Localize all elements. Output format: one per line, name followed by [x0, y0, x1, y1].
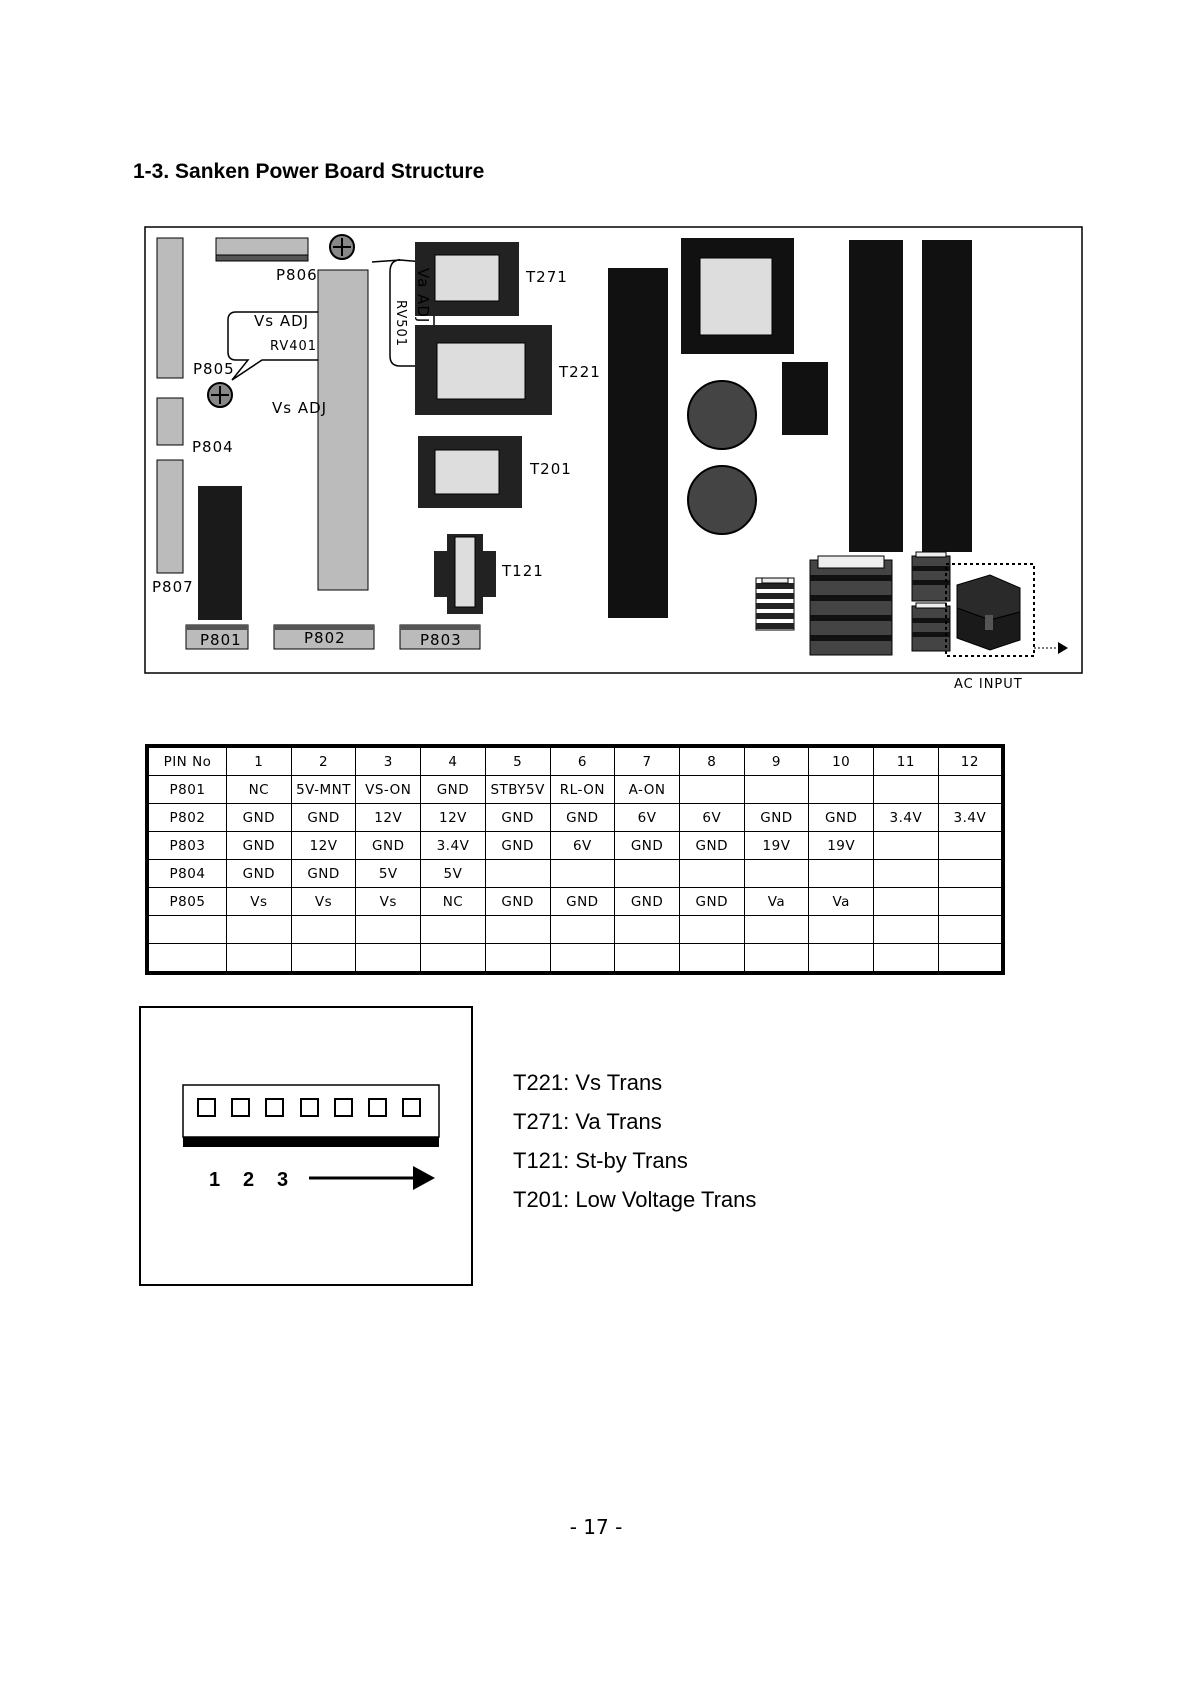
main-vertical-bar: [318, 270, 368, 590]
capacitor-2: [688, 466, 756, 534]
table-cell: NC: [421, 888, 486, 916]
table-cell: [291, 944, 356, 974]
table-cell: 3.4V: [421, 832, 486, 860]
table-cell: [744, 860, 809, 888]
table-cell: GND: [679, 888, 744, 916]
table-cell: PIN No: [147, 746, 227, 776]
label-ac-input: AC INPUT: [954, 677, 1023, 692]
table-cell: 9: [744, 746, 809, 776]
table-row: [147, 776, 1003, 804]
table-cell: GND: [550, 888, 615, 916]
label-p804: P804: [192, 438, 234, 456]
connector-pin-order-svg: [141, 1008, 471, 1284]
table-cell: GND: [227, 832, 292, 860]
label-p802: P802: [304, 629, 346, 647]
connector-pin-order-diagram: [139, 1006, 473, 1286]
table-cell: 6: [550, 746, 615, 776]
table-cell: [356, 944, 421, 974]
connector-p807-top: [157, 238, 183, 378]
connector-p807: [157, 460, 183, 573]
table-cell: [809, 944, 874, 974]
table-cell: 6V: [615, 804, 680, 832]
table-cell: NC: [227, 776, 292, 804]
table-cell: 1: [227, 746, 292, 776]
table-cell: [744, 776, 809, 804]
table-cell: [874, 832, 939, 860]
table-row: [147, 804, 1003, 832]
table-cell: 6V: [679, 804, 744, 832]
pin-square: [403, 1099, 420, 1116]
table-cell: [291, 916, 356, 944]
table-cell: [550, 860, 615, 888]
table-cell: [485, 944, 550, 974]
table-cell: 6V: [550, 832, 615, 860]
label-p805: P805: [193, 360, 235, 378]
table-cell: [744, 944, 809, 974]
table-cell: [809, 916, 874, 944]
table-cell: 7: [615, 746, 680, 776]
table-cell: [485, 860, 550, 888]
table-cell: P802: [147, 804, 227, 832]
table-cell: 2: [291, 746, 356, 776]
table-cell: [874, 944, 939, 974]
table-cell: P805: [147, 888, 227, 916]
rv401-knob-icon: [208, 383, 232, 407]
table-cell: 4: [421, 746, 486, 776]
table-cell: [809, 776, 874, 804]
table-cell: [615, 916, 680, 944]
table-cell: 5V-MNT: [291, 776, 356, 804]
table-row: [147, 888, 1003, 916]
striped-component-right: [912, 552, 950, 651]
table-cell: [679, 944, 744, 974]
table-cell: 12V: [421, 804, 486, 832]
table-cell: [550, 916, 615, 944]
table-cell: [744, 916, 809, 944]
direction-arrow-icon: [413, 1166, 435, 1190]
table-cell: [615, 944, 680, 974]
table-cell: [550, 944, 615, 974]
table-cell: GND: [679, 832, 744, 860]
label-p803: P803: [420, 631, 462, 649]
legend-item: T121: St-by Trans: [513, 1148, 688, 1173]
transformer-legend: [513, 1063, 756, 1219]
table-cell: 19V: [809, 832, 874, 860]
table-cell: [809, 860, 874, 888]
table-cell: GND: [744, 804, 809, 832]
label-rv501: RV501: [393, 300, 408, 348]
power-board-diagram: [0, 0, 1192, 700]
table-cell: GND: [291, 804, 356, 832]
table-cell: GND: [291, 860, 356, 888]
table-header-row: [147, 746, 1003, 776]
striped-component-large: [810, 556, 892, 655]
table-cell: 3.4V: [938, 804, 1003, 832]
table-cell: RL-ON: [550, 776, 615, 804]
label-vs-adj: Vs ADJ: [272, 399, 328, 417]
table-cell: [874, 888, 939, 916]
table-cell: [938, 916, 1003, 944]
pin-table: [145, 744, 1005, 975]
table-cell: GND: [485, 888, 550, 916]
table-cell: GND: [485, 804, 550, 832]
table-cell: GND: [615, 888, 680, 916]
table-cell: Va: [744, 888, 809, 916]
table-cell: P803: [147, 832, 227, 860]
table-cell: VS-ON: [356, 776, 421, 804]
label-t221: T221: [559, 363, 601, 381]
table-cell: STBY5V: [485, 776, 550, 804]
table-cell: [227, 916, 292, 944]
heatsink-2: [849, 240, 903, 552]
pin-square: [335, 1099, 352, 1116]
table-cell: [147, 916, 227, 944]
table-cell: GND: [227, 804, 292, 832]
small-black-component: [782, 362, 828, 435]
table-cell: [938, 832, 1003, 860]
table-cell: 5V: [356, 860, 421, 888]
transformer-t221: [415, 325, 552, 415]
table-cell: [938, 944, 1003, 974]
table-cell: [356, 916, 421, 944]
pin-square: [301, 1099, 318, 1116]
rv501-knob-icon: [330, 235, 354, 259]
pin-square: [369, 1099, 386, 1116]
heatsink-1: [608, 268, 668, 618]
table-cell: GND: [356, 832, 421, 860]
table-cell: [485, 916, 550, 944]
table-cell: 12: [938, 746, 1003, 776]
table-cell: A-ON: [615, 776, 680, 804]
table-cell: GND: [809, 804, 874, 832]
table-cell: [421, 916, 486, 944]
table-cell: 8: [679, 746, 744, 776]
table-cell: [938, 888, 1003, 916]
label-t201: T201: [530, 460, 572, 478]
page-number: - 17 -: [569, 1515, 623, 1539]
table-cell: [679, 860, 744, 888]
label-p807: P807: [152, 578, 194, 596]
table-cell: [874, 776, 939, 804]
label-p801: P801: [200, 631, 242, 649]
table-cell: [874, 916, 939, 944]
table-cell: [227, 944, 292, 974]
pin-number-2: 2: [243, 1169, 255, 1191]
label-va-adj: Va ADJ: [414, 268, 432, 324]
table-row: [147, 944, 1003, 974]
pin-number-3: 3: [277, 1169, 289, 1191]
table-row: [147, 916, 1003, 944]
table-cell: GND: [615, 832, 680, 860]
table-cell: GND: [550, 804, 615, 832]
label-p806: P806: [276, 266, 318, 284]
table-cell: Va: [809, 888, 874, 916]
connector-p804: [157, 398, 183, 445]
table-row: [147, 832, 1003, 860]
pin-number-1: 1: [209, 1169, 221, 1191]
pin-square: [266, 1099, 283, 1116]
table-cell: 3: [356, 746, 421, 776]
striped-component-small: [756, 578, 794, 630]
page-title: 1-3. Sanken Power Board Structure: [133, 160, 485, 183]
table-cell: [938, 860, 1003, 888]
table-cell: P801: [147, 776, 227, 804]
label-rv401: RV401: [270, 339, 318, 354]
table-cell: [147, 944, 227, 974]
table-cell: P804: [147, 860, 227, 888]
label-vs-adj-callout: Vs ADJ: [254, 312, 310, 330]
table-cell: GND: [227, 860, 292, 888]
table-cell: 5V: [421, 860, 486, 888]
table-cell: 3.4V: [874, 804, 939, 832]
table-cell: [938, 776, 1003, 804]
table-cell: 19V: [744, 832, 809, 860]
legend-item: T271: Va Trans: [513, 1109, 662, 1134]
table-cell: Vs: [356, 888, 421, 916]
capacitor-1: [688, 381, 756, 449]
legend-item: T221: Vs Trans: [513, 1070, 663, 1095]
legend-item: T201: Low Voltage Trans: [513, 1187, 757, 1212]
table-row: [147, 860, 1003, 888]
table-cell: GND: [421, 776, 486, 804]
table-cell: 12V: [291, 832, 356, 860]
table-cell: GND: [485, 832, 550, 860]
connector-p806: [216, 238, 308, 256]
connector-base: [183, 1137, 439, 1147]
pin-square: [232, 1099, 249, 1116]
transformer-t201: [418, 436, 522, 508]
table-cell: [421, 944, 486, 974]
black-ic-left: [198, 486, 242, 620]
table-cell: [679, 776, 744, 804]
table-cell: 5: [485, 746, 550, 776]
table-cell: [874, 860, 939, 888]
table-cell: [679, 916, 744, 944]
table-cell: 10: [809, 746, 874, 776]
label-t271: T271: [526, 268, 568, 286]
label-t121: T121: [502, 562, 544, 580]
table-cell: Vs: [291, 888, 356, 916]
table-cell: 12V: [356, 804, 421, 832]
table-cell: 11: [874, 746, 939, 776]
heatsink-3: [922, 240, 972, 552]
pin-square: [198, 1099, 215, 1116]
table-cell: Vs: [227, 888, 292, 916]
table-cell: [615, 860, 680, 888]
